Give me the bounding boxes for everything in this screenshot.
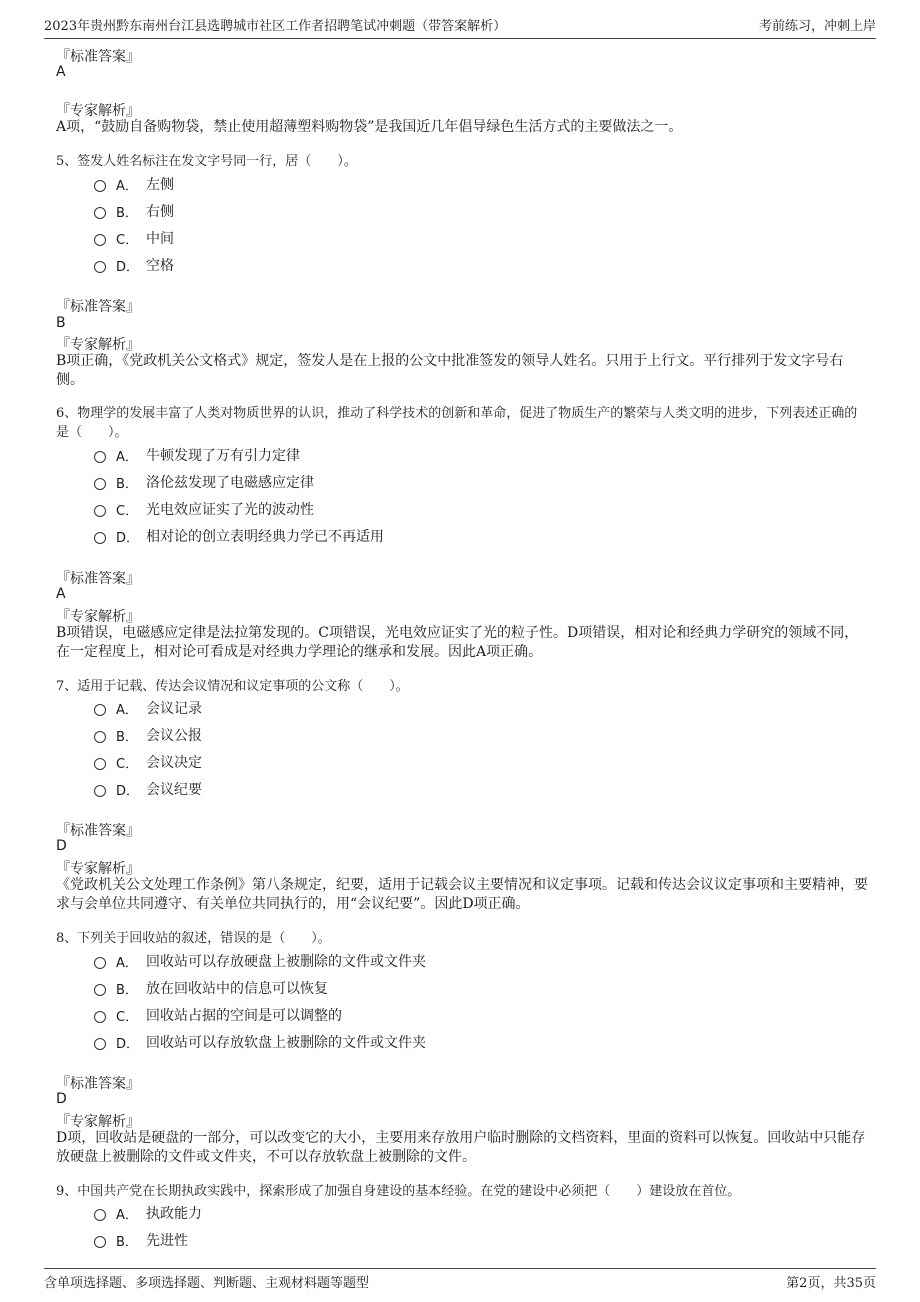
option-a[interactable]: A． 执政能力 — [94, 1203, 202, 1223]
document-title: 2023年贵州黔东南州台江县选聘城市社区工作者招聘笔试冲刺题（带答案解析） — [44, 19, 507, 34]
header-slogan: 考前练习，冲刺上岸 — [758, 19, 876, 34]
radio-icon[interactable] — [94, 261, 106, 273]
option-b[interactable]: B． 会议公报 — [94, 725, 202, 745]
analysis-text: A项，“鼓励自备购物袋，禁止使用超薄塑料购物袋”是我国近几年倡导绿色生活方式的主要做法之一。 — [56, 119, 683, 135]
option-d[interactable]: D． 会议纪要 — [94, 779, 202, 799]
expert-analysis-label: 『专家解析』 — [56, 861, 140, 877]
radio-icon[interactable] — [94, 957, 106, 969]
option-a[interactable]: A． 左侧 — [94, 174, 174, 194]
radio-icon[interactable] — [94, 1209, 106, 1221]
standard-answer-label: 『标准答案』 — [56, 299, 140, 315]
option-b[interactable]: B． 放在回收站中的信息可以恢复 — [94, 978, 328, 998]
option-a[interactable]: A． 会议记录 — [94, 698, 202, 718]
radio-icon[interactable] — [94, 207, 106, 219]
option-d[interactable]: D． 相对论的创立表明经典力学已不再适用 — [94, 526, 384, 546]
analysis-text: 《党政机关公文处理工作条例》第八条规定，纪要，适用于记载会议主要情况和议定事项。记载和传达会议议定事项和主要精神，要求与会单位共同遵守、有关单位共同执行的，用“会议纪要”。因此D项正确。 — [56, 877, 868, 912]
question-text: 7、适用于记载、传达会议情况和议定事项的公文称（ ）。 — [56, 679, 409, 694]
option-b[interactable]: B． 先进性 — [94, 1230, 188, 1250]
radio-icon[interactable] — [94, 1236, 106, 1248]
option-a[interactable]: A． 牛顿发现了万有引力定律 — [94, 445, 300, 465]
radio-icon[interactable] — [94, 505, 106, 517]
option-c[interactable]: C． 会议决定 — [94, 752, 202, 772]
answer-value: A — [56, 586, 66, 602]
option-d[interactable]: D． 回收站可以存放软盘上被删除的文件或文件夹 — [94, 1032, 426, 1052]
radio-icon[interactable] — [94, 785, 106, 797]
radio-icon[interactable] — [94, 1011, 106, 1023]
radio-icon[interactable] — [94, 451, 106, 463]
radio-icon[interactable] — [94, 234, 106, 246]
option-c[interactable]: C． 回收站占据的空间是可以调整的 — [94, 1005, 342, 1025]
answer-value: D — [56, 1091, 67, 1107]
answer-value: D — [56, 838, 67, 854]
page-number: 第2页，共35页 — [786, 1275, 876, 1291]
option-a[interactable]: A． 回收站可以存放硬盘上被删除的文件或文件夹 — [94, 951, 426, 971]
radio-icon[interactable] — [94, 704, 106, 716]
option-c[interactable]: C． 光电效应证实了光的波动性 — [94, 499, 314, 519]
standard-answer-label: 『标准答案』 — [56, 823, 140, 839]
standard-answer-label: 『标准答案』 — [56, 49, 140, 65]
page-footer — [44, 1268, 876, 1293]
radio-icon[interactable] — [94, 478, 106, 490]
option-b[interactable]: B． 洛伦兹发现了电磁感应定律 — [94, 472, 314, 492]
option-b[interactable]: B． 右侧 — [94, 201, 174, 221]
expert-analysis-label: 『专家解析』 — [56, 337, 140, 353]
radio-icon[interactable] — [94, 180, 106, 192]
radio-icon[interactable] — [94, 758, 106, 770]
option-d[interactable]: D． 空格 — [94, 255, 174, 275]
standard-answer-label: 『标准答案』 — [56, 571, 140, 587]
analysis-text: B项正确，《党政机关公文格式》规定，签发人是在上报的公文中批准签发的领导人姓名。只用于上行文。平行排列于发文字号右侧。 — [56, 353, 844, 388]
question-text: 9、中国共产党在长期执政实践中，探索形成了加强自身建设的基本经验。在党的建设中必须把（ ）建设放在首位。 — [56, 1184, 741, 1199]
expert-analysis-label: 『专家解析』 — [56, 103, 140, 119]
question-text: 8、下列关于回收站的叙述，错误的是（ ）。 — [56, 931, 331, 946]
footer-note: 含单项选择题、多项选择题、判断题、主观材料题等题型 — [44, 1275, 370, 1291]
question-text: 6、物理学的发展丰富了人类对物质世界的认识，推动了科学技术的创新和革命，促进了物质生产的繁荣与人类文明的进步，下列表述正确的是（ ）。 — [56, 406, 858, 440]
standard-answer-label: 『标准答案』 — [56, 1076, 140, 1092]
radio-icon[interactable] — [94, 731, 106, 743]
radio-icon[interactable] — [94, 984, 106, 996]
expert-analysis-label: 『专家解析』 — [56, 609, 140, 625]
radio-icon[interactable] — [94, 1038, 106, 1050]
answer-value: A — [56, 64, 66, 80]
analysis-text: D项，回收站是硬盘的一部分，可以改变它的大小，主要用来存放用户临时删除的文档资料，里面的资料可以恢复。回收站中只能存放硬盘上被删除的文件或文件夹，不可以存放软盘上被删除的文件。 — [56, 1130, 866, 1165]
analysis-text: B项错误，电磁感应定律是法拉第发现的。C项错误，光电效应证实了光的粒子性。D项错误，相对论和经典力学研究的领域不同，在一定程度上，相对论可看成是对经典力学理论的继承和发展。因此A项正确。 — [56, 625, 859, 660]
answer-value: B — [56, 315, 66, 331]
expert-analysis-label: 『专家解析』 — [56, 1114, 140, 1130]
question-text: 5、签发人姓名标注在发文字号同一行，居（ ）。 — [56, 154, 357, 169]
radio-icon[interactable] — [94, 532, 106, 544]
option-c[interactable]: C． 中间 — [94, 228, 174, 248]
